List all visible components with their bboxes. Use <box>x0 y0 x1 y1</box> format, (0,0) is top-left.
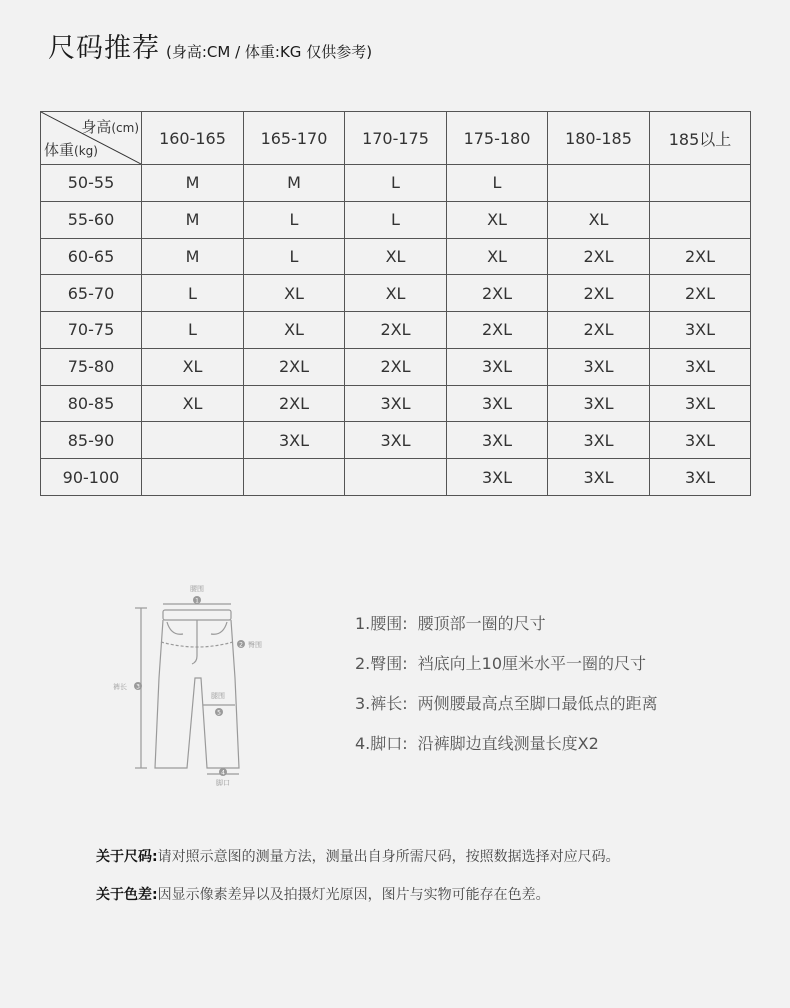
size-cell: 2XL <box>548 238 650 275</box>
weight-cell: 50-55 <box>41 165 142 202</box>
color-note: 关于色差:因显示像素差异以及拍摄灯光原因，图片与实物可能存在色差。 <box>96 887 550 903</box>
size-cell: 2XL <box>650 275 751 312</box>
svg-text:1: 1 <box>195 597 199 605</box>
size-cell: L <box>345 165 447 202</box>
weight-cell: 90-100 <box>41 459 142 496</box>
size-cell: XL <box>345 238 447 275</box>
size-cell: L <box>142 312 244 349</box>
size-cell: 3XL <box>548 348 650 385</box>
table-header-row <box>41 112 751 165</box>
size-cell: M <box>244 165 345 202</box>
table-row <box>41 201 751 238</box>
legend-item: 1.腰围: 腰顶部一圈的尺寸 <box>355 614 546 633</box>
size-cell: XL <box>548 201 650 238</box>
size-cell: 3XL <box>548 385 650 422</box>
size-cell: M <box>142 201 244 238</box>
table-row <box>41 459 751 496</box>
size-note: 关于尺码:请对照示意图的测量方法，测量出自身所需尺码，按照数据选择对应尺码。 <box>96 849 620 865</box>
weight-cell: 65-70 <box>41 275 142 312</box>
size-cell <box>548 165 650 202</box>
size-cell: 2XL <box>244 348 345 385</box>
weight-cell: 60-65 <box>41 238 142 275</box>
page-title <box>48 26 372 65</box>
svg-text:3: 3 <box>136 683 140 691</box>
column-header: 185以上 <box>650 112 751 165</box>
weight-cell: 80-85 <box>41 385 142 422</box>
length-label: 裤长 <box>113 683 127 691</box>
title-main: 尺码推荐 <box>48 33 160 64</box>
size-cell: 3XL <box>650 312 751 349</box>
svg-text:2: 2 <box>239 641 243 649</box>
size-cell: 2XL <box>548 275 650 312</box>
table-row <box>41 422 751 459</box>
notes-section <box>96 846 620 922</box>
size-cell: XL <box>447 238 548 275</box>
weight-header: 体重(kg) <box>44 141 98 159</box>
pants-diagram <box>105 578 280 793</box>
weight-cell: 85-90 <box>41 422 142 459</box>
table-row <box>41 275 751 312</box>
size-cell: XL <box>142 385 244 422</box>
size-cell: 2XL <box>447 312 548 349</box>
size-cell: 3XL <box>650 459 751 496</box>
hip-label: 臀围 <box>248 641 262 649</box>
size-cell: M <box>142 238 244 275</box>
measurement-legend <box>355 612 658 772</box>
table-row <box>41 312 751 349</box>
size-cell: 2XL <box>447 275 548 312</box>
size-cell: L <box>345 201 447 238</box>
table-row <box>41 348 751 385</box>
title-subtitle: (身高:CM / 体重:KG 仅供参考) <box>166 43 373 61</box>
size-cell: 2XL <box>548 312 650 349</box>
size-cell: XL <box>244 312 345 349</box>
column-header: 180-185 <box>548 112 650 165</box>
size-cell: 3XL <box>244 422 345 459</box>
size-cell: 3XL <box>447 422 548 459</box>
height-header: 身高(cm) <box>81 118 139 136</box>
size-cell: L <box>244 238 345 275</box>
size-cell: XL <box>244 275 345 312</box>
size-chart-table <box>40 111 751 496</box>
size-cell: 3XL <box>447 385 548 422</box>
size-cell: XL <box>345 275 447 312</box>
size-cell: 2XL <box>345 312 447 349</box>
size-cell: 3XL <box>345 422 447 459</box>
size-cell: L <box>447 165 548 202</box>
column-header: 170-175 <box>345 112 447 165</box>
legend-item: 3.裤长: 两侧腰最高点至脚口最低点的距离 <box>355 694 658 713</box>
waist-label: 腰围 <box>190 585 204 593</box>
size-cell <box>650 201 751 238</box>
column-header: 175-180 <box>447 112 548 165</box>
fly-line <box>192 620 197 664</box>
table-row <box>41 238 751 275</box>
size-cell: 2XL <box>244 385 345 422</box>
size-cell <box>142 459 244 496</box>
svg-text:5: 5 <box>217 709 221 717</box>
size-cell: 3XL <box>548 459 650 496</box>
right-pocket <box>211 622 227 634</box>
size-cell: 3XL <box>650 348 751 385</box>
size-cell: 3XL <box>447 459 548 496</box>
table-row <box>41 385 751 422</box>
svg-text:4: 4 <box>221 769 225 777</box>
size-cell: 3XL <box>447 348 548 385</box>
size-cell: 3XL <box>345 385 447 422</box>
waistband-shape <box>163 610 231 620</box>
size-cell <box>244 459 345 496</box>
size-cell: L <box>142 275 244 312</box>
size-cell <box>142 422 244 459</box>
thigh-label: 腿围 <box>211 692 225 700</box>
size-cell <box>650 165 751 202</box>
table-corner-cell <box>41 112 142 165</box>
size-cell: M <box>142 165 244 202</box>
size-cell: XL <box>142 348 244 385</box>
column-header: 165-170 <box>244 112 345 165</box>
size-cell: L <box>244 201 345 238</box>
left-pocket <box>167 622 183 634</box>
weight-cell: 55-60 <box>41 201 142 238</box>
size-cell: 3XL <box>650 422 751 459</box>
legend-item: 4.脚口: 沿裤脚边直线测量长度X2 <box>355 734 599 753</box>
leg-opening-label: 脚口 <box>216 779 230 787</box>
legend-item: 2.臀围: 裆底向上10厘米水平一圈的尺寸 <box>355 654 647 673</box>
size-cell: XL <box>447 201 548 238</box>
weight-cell: 75-80 <box>41 348 142 385</box>
column-header: 160-165 <box>142 112 244 165</box>
size-cell: 3XL <box>548 422 650 459</box>
table-row <box>41 165 751 202</box>
size-cell: 3XL <box>650 385 751 422</box>
size-cell: 2XL <box>345 348 447 385</box>
size-cell <box>345 459 447 496</box>
size-cell: 2XL <box>650 238 751 275</box>
weight-cell: 70-75 <box>41 312 142 349</box>
